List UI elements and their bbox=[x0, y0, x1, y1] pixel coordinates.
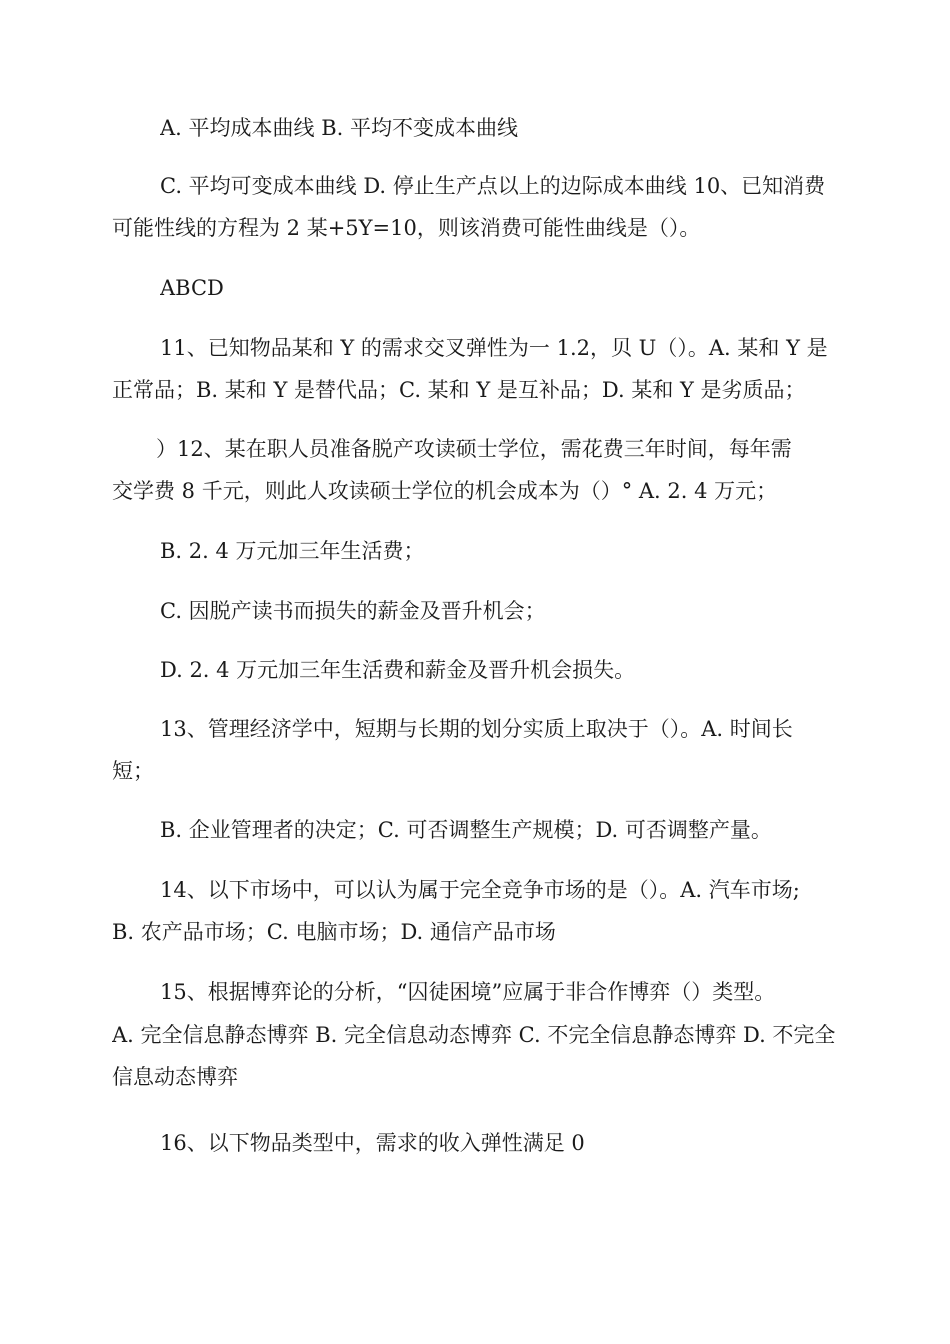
option-line: D. 2. 4 万元加三年生活费和薪金及晋升机会损失。 bbox=[160, 658, 636, 682]
question-line: 正常品；B. 某和 Y 是替代品；C. 某和 Y 是互补品；D. 某和 Y 是劣质品； bbox=[112, 378, 806, 402]
question-line: C. 平均可变成本曲线 D. 停止生产点以上的边际成本曲线 10、已知消费 bbox=[160, 174, 826, 198]
question-line: 11、已知物品某和 Y 的需求交叉弹性为一 1.2，贝 U（）。A. 某和 Y 是 bbox=[160, 336, 828, 360]
question-line: 交学费 8 千元，则此人攻读硕士学位的机会成本为（）° A. 2. 4 万元； bbox=[112, 479, 778, 503]
question-line: 可能性线的方程为 2 某+5Y=10，则该消费可能性曲线是（）。 bbox=[112, 216, 701, 240]
question-line: 信息动态博弈 bbox=[112, 1065, 238, 1089]
question-line: 16、以下物品类型中，需求的收入弹性满足 0 bbox=[160, 1131, 585, 1155]
option-line: B. 企业管理者的决定；C. 可否调整生产规模；D. 可否调整产量。 bbox=[160, 818, 772, 842]
question-line: ）12、某在职人员准备脱产攻读硕士学位，需花费三年时间，每年需 bbox=[156, 437, 792, 461]
question-line: 13、管理经济学中，短期与长期的划分实质上取决于（）。A. 时间长 bbox=[160, 717, 793, 741]
question-line: 15、根据博弈论的分析，“囚徒困境”应属于非合作博弈（）类型。 bbox=[160, 980, 776, 1004]
option-line: B. 2. 4 万元加三年生活费； bbox=[160, 539, 425, 563]
option-line: A. 平均成本曲线 B. 平均不变成本曲线 bbox=[160, 116, 518, 140]
question-line: 短； bbox=[112, 759, 154, 783]
question-line: A. 完全信息静态博弈 B. 完全信息动态博弈 C. 不完全信息静态博弈 D. 不完全 bbox=[112, 1023, 836, 1047]
question-line: 14、以下市场中，可以认为属于完全竞争市场的是（）。A. 汽车市场; bbox=[160, 878, 800, 902]
option-line: C. 因脱产读书而损失的薪金及晋升机会； bbox=[160, 599, 546, 623]
question-line: B. 农产品市场；C. 电脑市场；D. 通信产品市场 bbox=[112, 920, 556, 944]
option-line: ABCD bbox=[160, 276, 224, 300]
